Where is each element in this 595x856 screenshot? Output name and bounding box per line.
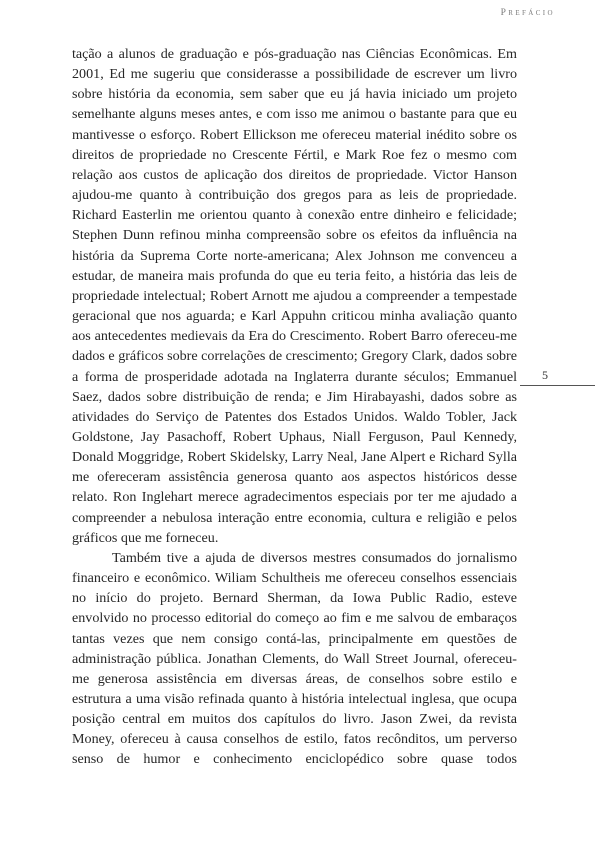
page-number: 5: [542, 368, 548, 382]
page-number-rule: [520, 385, 595, 386]
paragraph: tação a alunos de graduação e pós-graduação nas Ciências Econômicas. Em 2001, Ed me sugeriu que considerasse a possibilidade de escrever um livro sobre história da economia, sem saber que eu já havia iniciado um projeto semelhante alguns meses antes, e com isso me animou o bastante para que eu mantivesse o esforço. Robert Ellickson me ofereceu material inédito sobre os direitos de propriedade no Crescente Fértil, e Mark Roe fez o mesmo com relação aos custos de aplicação dos direitos de propriedade. Victor Hanson ajudou-me quanto à contribuição dos gregos para as leis de propriedade. Richard Easterlin me orientou quanto à conexão entre dinheiro e felicidade; Stephen Dunn refinou minha compreensão sobre os efeitos da influência na história da Suprema Corte norte-americana; Alex Johnson me convenceu a estudar, de maneira mais profunda do que eu teria feito, a história das leis de propriedade intelectual; Robert Arnott me ajudou a compreender a tempestade geracional que nos aguarda; e Karl Appuhn criticou minha avaliação quanto aos antecedentes medievais da Era do Crescimento. Robert Barro ofereceu-me dados e gráficos sobre correlações de crescimento; Gregory Clark, dados sobre a forma de prosperidade adotada na Inglaterra durante séculos; Emmanuel Saez, dados sobre distribuição de renda; e Jim Hirabayashi, dados sobre as atividades do Serviço de Patentes dos Estados Unidos. Waldo Tobler, Jack Goldstone, Jay Pasachoff, Robert Uphaus, Niall Ferguson, Paul Kennedy, Donald Moggridge, Robert Skidelsky, Larry Neal, Jane Alpert e Richard Sylla me ofereceram assistência generosa quanto aos aspectos históricos desse relato. Ron Inglehart merece agradecimentos especiais por ter me ajudado a compreender a nebulosa interação entre economia, cultura e religião e pelos gráficos que me forneceu.: [72, 46, 517, 546]
body-text: [72, 44, 517, 770]
paragraph: Também tive a ajuda de diversos mestres consumados do jornalismo financeiro e econômico. Wiliam Schultheis me ofereceu conselhos essenciais no início do projeto. Bernard Sherman, da Iowa Public Radio, esteve envolvido no processo editorial do começo ao fim e me salvou de embaraços tantas vezes que nem consigo contá-las, principalmente em questões de administração pública. Jonathan Clements, do Wall Street Journal, ofereceu-me generosa assistência em diversas áreas, de conselhos sobre estilo e estrutura a uma visão refinada quanto à história intelectual inglesa, que ocupa posição central em muitos dos capítulos do livro. Jason Zwei, da revista Money, ofereceu à causa conselhos de estilo, fatos recônditos, um perverso senso de humor e conhecimento enciclopédico sobre quase todos: [72, 549, 517, 768]
running-header: Prefácio: [500, 8, 555, 18]
